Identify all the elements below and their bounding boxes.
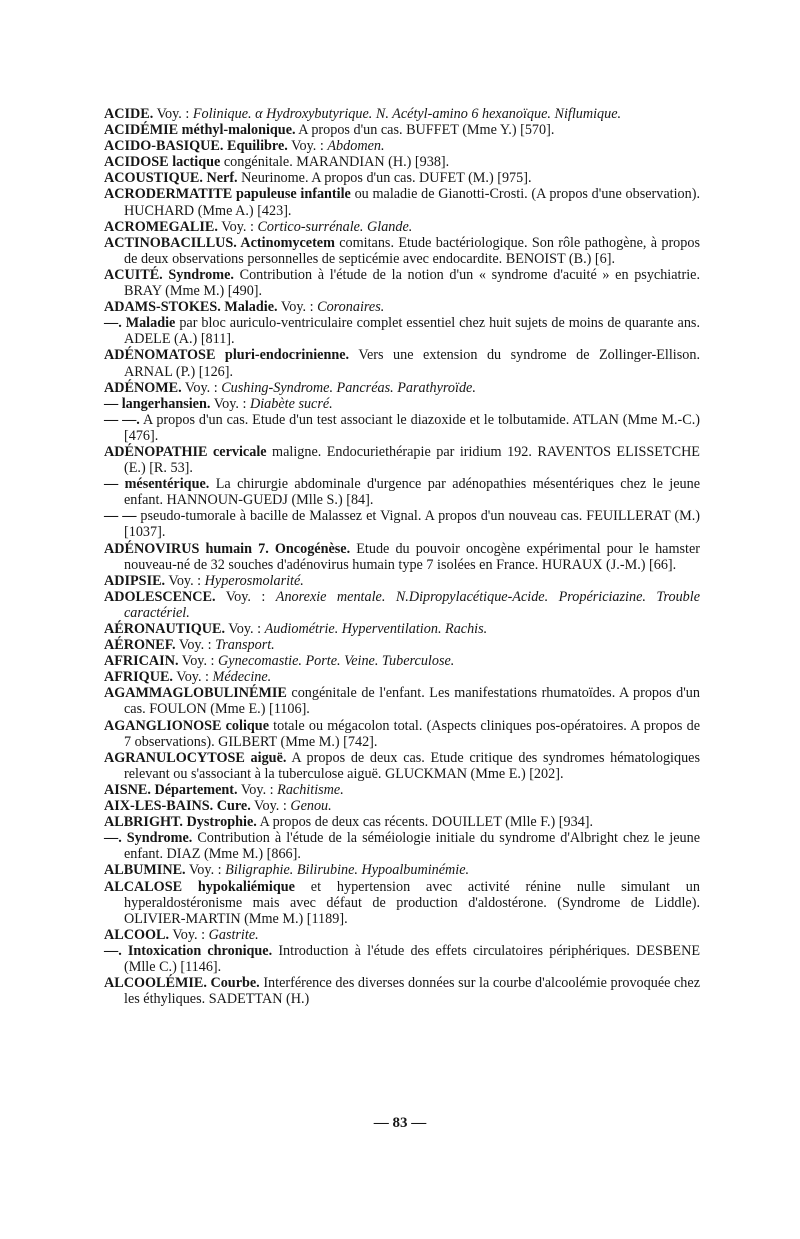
entry-text: Voy. : bbox=[172, 669, 213, 686]
entry-heading: ACIDOSE lactique bbox=[104, 154, 221, 171]
index-entry bbox=[104, 718, 700, 750]
entry-text: maligne. Endocuriethérapie par iridium 192. RAVENTOS ELISSETCHE (E.) [R. 53]. bbox=[124, 443, 700, 477]
index-entry bbox=[104, 396, 700, 412]
index-entry bbox=[104, 927, 700, 943]
entry-text: A propos d'un cas. Etude d'un test associant le diazoxide et le tolbutamide. ATLAN (Mme M.-C.) [476]. bbox=[124, 411, 700, 444]
entry-text: Voy. : bbox=[175, 637, 216, 654]
cross-reference: Rachitisme. bbox=[277, 781, 344, 798]
index-entry bbox=[104, 541, 700, 573]
index-entry bbox=[104, 750, 700, 782]
cross-reference: Folinique. α Hydroxybutyrique. N. Acétyl-amino 6 hexanoïque. Niflumique. bbox=[192, 106, 622, 122]
entry-text: et hypertension avec activité rénine nulle simulant un hyperaldostéronisme mais avec défaut de production d'aldostérone. (Syndrome de Liddle). OLIVIER-MARTIN (Mme M.) [1189]. bbox=[124, 878, 700, 927]
cross-reference: Médecine. bbox=[212, 669, 272, 686]
entry-text: Voy. : bbox=[237, 781, 278, 798]
entry-text: Interférence des diverses données sur la courbe d'alcoolémie provoquée chez les éthyliques. SADETTAN (H.) bbox=[124, 975, 700, 1008]
entry-heading: ADÉNOME. bbox=[104, 379, 182, 396]
entry-heading: — langerhansien. bbox=[104, 395, 211, 412]
entry-text: A propos de deux cas récents. DOUILLET (Mlle F.) [934]. bbox=[256, 814, 594, 831]
index-entry bbox=[104, 476, 700, 508]
entry-heading: AIX-LES-BAINS. Cure. bbox=[104, 798, 251, 815]
entry-heading: ADÉNOVIRUS humain 7. Oncogénèse. bbox=[104, 540, 351, 557]
entry-heading: ACIDÉMIE méthyl-malonique. bbox=[104, 122, 296, 139]
cross-reference: Gastrite. bbox=[208, 926, 259, 943]
cross-reference: Cortico-surrénale. Glande. bbox=[257, 218, 413, 235]
entry-text: ou maladie de Gianotti-Crosti. (A propos d'une observation). HUCHARD (Mme A.) [423]. bbox=[124, 186, 700, 219]
entry-text: Voy. : bbox=[178, 653, 219, 670]
cross-reference: Diabète sucré. bbox=[249, 395, 333, 412]
index-entry bbox=[104, 975, 700, 1007]
entry-heading: ALCALOSE hypokaliémique bbox=[104, 878, 295, 895]
cross-reference: Audiométrie. Hyperventilation. Rachis. bbox=[264, 621, 488, 637]
index-entry bbox=[104, 830, 700, 862]
entry-heading: ACUITÉ. Syndrome. bbox=[104, 266, 234, 283]
index-entry bbox=[104, 380, 700, 396]
entry-heading: ACIDO-BASIQUE. Equilibre. bbox=[104, 138, 288, 155]
entry-heading: AGANGLIONOSE colique bbox=[104, 717, 269, 734]
entry-heading: ALBRIGHT. Dystrophie. bbox=[104, 814, 257, 831]
entry-text: Voy. : bbox=[277, 299, 318, 316]
entry-heading: AISNE. Département. bbox=[104, 781, 238, 798]
index-entry bbox=[104, 782, 700, 798]
index-entry bbox=[104, 170, 700, 186]
index-entry bbox=[104, 347, 700, 379]
entry-heading: ACIDE. bbox=[104, 106, 154, 122]
index-entry bbox=[104, 412, 700, 444]
index-entry bbox=[104, 186, 700, 218]
entry-heading: ALBUMINE. bbox=[104, 862, 186, 879]
cross-reference: Coronaires. bbox=[317, 299, 385, 316]
cross-reference: Abdomen. bbox=[327, 138, 385, 155]
entry-heading: —. Syndrome. bbox=[104, 830, 193, 847]
index-entry bbox=[104, 621, 700, 637]
index-entry bbox=[104, 299, 700, 315]
entry-heading: AGRANULOCYTOSE aiguë. bbox=[104, 749, 287, 766]
cross-reference: Gynecomastie. Porte. Veine. Tuberculose. bbox=[218, 653, 455, 670]
entry-text: Vers une extension du syndrome de Zollinger-Ellison. ARNAL (P.) [126]. bbox=[124, 347, 700, 380]
entry-heading: AGAMMAGLOBULINÉMIE bbox=[104, 685, 287, 702]
index-entry bbox=[104, 685, 700, 717]
index-entry bbox=[104, 315, 700, 347]
index-entry bbox=[104, 219, 700, 235]
index-entry bbox=[104, 138, 700, 154]
entry-text: Voy. : bbox=[153, 106, 193, 122]
entry-text: pseudo-tumorale à bacille de Malassez et Vignal. A propos d'un nouveau cas. FEUILLERAT (M.) [1037]. bbox=[124, 508, 700, 541]
index-page bbox=[104, 106, 700, 1007]
entry-heading: AFRICAIN. bbox=[104, 653, 179, 670]
index-entry bbox=[104, 637, 700, 653]
entry-text: totale ou mégacolon total. (Aspects cliniques pos-opératoires. A propos de 7 observations). GILBERT (Mme M.) [742]. bbox=[124, 717, 700, 750]
index-entry bbox=[104, 798, 700, 814]
entry-text: Voy. : bbox=[225, 621, 265, 637]
entry-text: Voy. : bbox=[181, 379, 222, 396]
entry-heading: ADIPSIE. bbox=[104, 572, 166, 589]
entry-heading: —. Intoxication chronique. bbox=[104, 942, 273, 959]
entry-text: Voy. : bbox=[169, 926, 209, 943]
entry-text: La chirurgie abdominale d'urgence par adénopathies mésentériques chez le jeune enfant. HANNOUN-GUEDJ (Mlle S.) [84]. bbox=[124, 476, 701, 509]
entry-text: Introduction à l'étude des effets circulatoires périphériques. DESBENE (Mlle C.) [1146]. bbox=[124, 942, 700, 975]
index-entry bbox=[104, 943, 700, 975]
entry-heading: ALCOOLÉMIE. Courbe. bbox=[104, 975, 260, 992]
entry-heading: ADÉNOMATOSE pluri-endocrinienne. bbox=[104, 347, 350, 364]
entry-text: Voy. : bbox=[217, 218, 258, 235]
index-entry bbox=[104, 154, 700, 170]
entry-heading: AÉRONAUTIQUE. bbox=[104, 621, 226, 637]
entry-text: Etude du pouvoir oncogène expérimental pour le hamster nouveau-né de 32 souches d'adénovirus humain type 7 isolées en France. HURAUX (J.-M.) [66]. bbox=[124, 540, 700, 573]
cross-reference: Biligraphie. Bilirubine. Hypoalbuminémie. bbox=[225, 862, 470, 879]
cross-reference: Genou. bbox=[290, 798, 332, 815]
entry-text: Voy. : bbox=[215, 588, 276, 605]
entry-text: congénitale de l'enfant. Les manifestations rhumatoïdes. A propos d'un cas. FOULON (Mme E.) [1106]. bbox=[124, 685, 700, 718]
entry-heading: ALCOOL. bbox=[104, 926, 170, 943]
entry-heading: ADOLESCENCE. bbox=[104, 588, 216, 605]
index-entry bbox=[104, 573, 700, 589]
entry-text: par bloc auriculo-ventriculaire complet essentiel chez huit sujets de moins de quarante ans. ADELE (A.) [811]. bbox=[124, 315, 700, 348]
index-entry bbox=[104, 267, 700, 299]
entry-heading: — — bbox=[104, 508, 137, 525]
entry-text: Voy. : bbox=[165, 572, 205, 589]
entry-text: comitans. Etude bactériologique. Son rôle pathogène, à propos de deux observations personnelles de septicémie avec endocardite. BENOIST (B.) [6]. bbox=[124, 234, 700, 267]
entry-heading: ADÉNOPATHIE cervicale bbox=[104, 443, 267, 460]
entry-text: A propos d'un cas. BUFFET (Mme Y.) [570]. bbox=[295, 122, 555, 139]
entry-heading: AFRIQUE. bbox=[104, 669, 173, 686]
index-entry bbox=[104, 814, 700, 830]
entry-text: Contribution à l'étude de la séméiologie initiale du syndrome d'Albright chez le jeune enfant. DIAZ (Mme M.) [866]. bbox=[124, 830, 701, 863]
index-entry bbox=[104, 122, 700, 138]
entry-heading: — mésentérique. bbox=[104, 476, 210, 493]
index-entry bbox=[104, 879, 700, 927]
index-entry bbox=[104, 669, 700, 685]
entry-heading: ACOUSTIQUE. Nerf. bbox=[104, 170, 238, 187]
cross-reference: Cushing-Syndrome. Pancréas. Parathyroïde. bbox=[221, 379, 476, 396]
entry-text: congénitale. MARANDIAN (H.) [938]. bbox=[220, 154, 450, 171]
entry-heading: ACROMEGALIE. bbox=[104, 218, 218, 235]
entry-heading: — —. bbox=[104, 411, 140, 428]
index-entry bbox=[104, 508, 700, 540]
index-entry bbox=[104, 106, 700, 122]
entry-heading: AÉRONEF. bbox=[104, 637, 176, 654]
page-number: — 83 — bbox=[373, 1115, 427, 1131]
entry-text: Voy. : bbox=[287, 138, 328, 155]
entry-text: A propos de deux cas. Etude critique des syndromes hématologiques relevant ou s'associant à la tuberculose aiguë. GLUCKMAN (Mme E.) [202]. bbox=[124, 749, 701, 782]
entry-text: Neurinome. A propos d'un cas. DUFET (M.) [975]. bbox=[237, 170, 532, 187]
entry-text: Voy. : bbox=[185, 862, 226, 879]
index-entry bbox=[104, 589, 700, 621]
cross-reference: Transport. bbox=[215, 637, 275, 654]
entry-heading: ADAMS-STOKES. Maladie. bbox=[104, 299, 278, 316]
entry-heading: —. Maladie bbox=[104, 315, 176, 332]
entry-heading: ACTINOBACILLUS. Actinomycetem bbox=[104, 234, 335, 251]
index-entry bbox=[104, 444, 700, 476]
cross-reference: Anorexie mentale. N.Dipropylacétique-Acide. Propériciazine. Trouble caractériel. bbox=[124, 588, 700, 621]
index-entry bbox=[104, 862, 700, 878]
index-entry bbox=[104, 235, 700, 267]
entry-text: Contribution à l'étude de la notion d'un « syndrome d'acuité » en psychiatrie. BRAY (Mme M.) [490]. bbox=[124, 266, 700, 300]
index-entry bbox=[104, 653, 700, 669]
entry-heading: ACRODERMATITE papuleuse infantile bbox=[104, 186, 351, 203]
entry-text: Voy. : bbox=[210, 395, 250, 412]
entry-text: Voy. : bbox=[250, 798, 291, 815]
cross-reference: Hyperosmolarité. bbox=[204, 572, 304, 589]
